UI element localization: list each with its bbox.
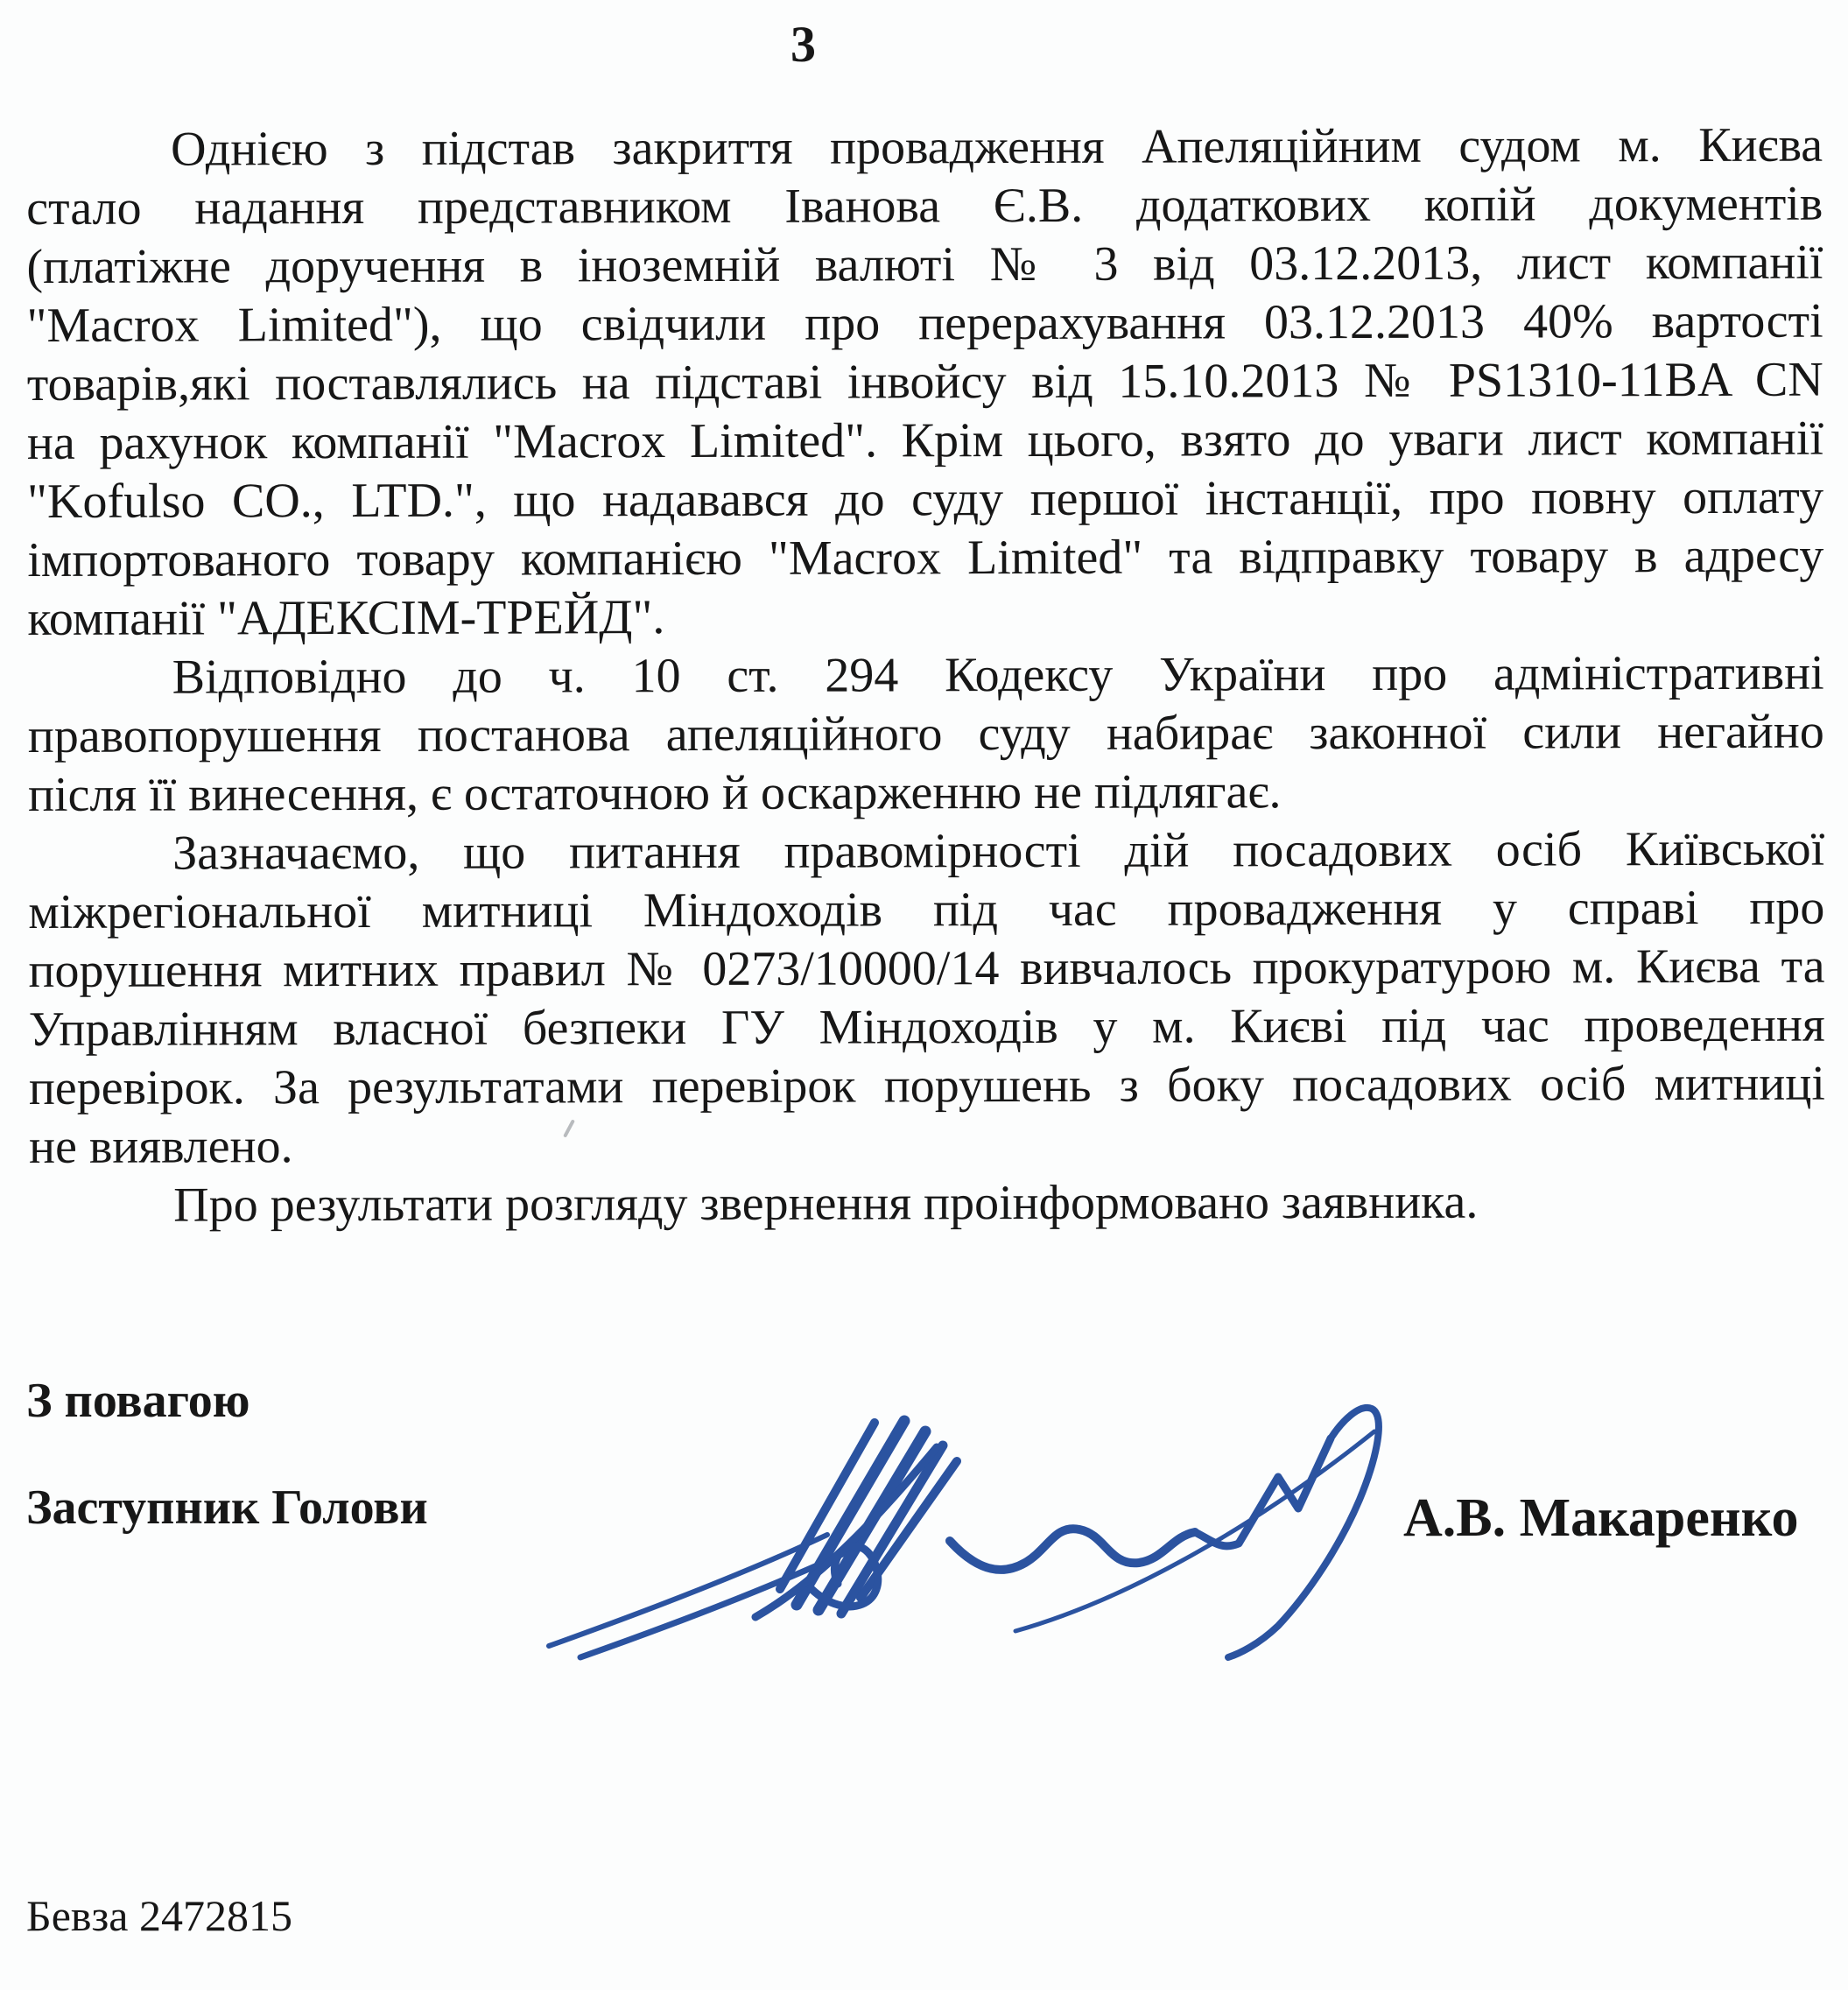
text-line: правопорушення постанова апеляційного суду набирає законної сили негайно xyxy=(27,704,1824,763)
text-line: міжрегіональної митниці Міндоходів під час провадження у справі про xyxy=(28,880,1825,939)
text-line: на рахунок компанії "Macrox Limited". Крім цього, взято до уваги лист компанії xyxy=(26,411,1824,470)
text-line: "Kofulso CO., LTD.", що надавався до суду першої інстанції, про повну оплату xyxy=(27,469,1824,529)
text-line: (платіжне доручення в іноземній валюті № 3 від 03.12.2013, лист компанії xyxy=(26,235,1823,294)
text-line: Про результати розгляду звернення проінформовано заявника. xyxy=(173,1174,1479,1233)
signer-name: А.В. Макаренко xyxy=(1403,1488,1799,1548)
text-line: перевірок. За результатами перевірок порушень з боку посадових осіб митниці xyxy=(28,1056,1825,1115)
page-number: 3 xyxy=(790,16,816,73)
text-line: після її винесення, є остаточною й оскарженню не підлягає. xyxy=(27,764,1282,822)
text-line: Управлінням власної безпеки ГУ Міндоходів у м. Києві під час проведення xyxy=(28,997,1825,1057)
text-line: Однією з підстав закриття провадження Апеляційним судом м. Києва xyxy=(171,117,1823,177)
text-line: порушення митних правил № 0273/10000/14 вивчалось прокуратурою м. Києва та xyxy=(28,939,1825,998)
text-line: Відповідно до ч. 10 ст. 294 Кодексу України про адміністративні xyxy=(172,645,1824,705)
text-line: компанії "АДЕКСІМ-ТРЕЙД". xyxy=(27,590,665,646)
text-line: імпортованого товару компанією "Macrox Limited" та відправку товару в адресу xyxy=(27,528,1824,587)
footer-reference: Бевза 2472815 xyxy=(26,1891,292,1940)
text-line: не виявлено. xyxy=(28,1119,293,1174)
text-line: "Macrox Limited"), що свідчили про перерахування 03.12.2013 40% вартості xyxy=(26,293,1823,353)
signer-position-title: Заступник Голови xyxy=(26,1480,428,1535)
text-line: Зазначаємо, що питання правомірності дій посадових осіб Київської xyxy=(172,821,1825,881)
closing-salutation: З повагою xyxy=(26,1374,250,1428)
text-line: стало надання представником Іванова Є.В. додаткових копій документів xyxy=(26,176,1823,236)
text-line: товарів,які поставлялись на підставі інвойсу від 15.10.2013 № PS1310-11BA CN xyxy=(26,352,1823,411)
document-body xyxy=(26,116,1825,1235)
signature-ink-image xyxy=(538,1396,1414,1685)
